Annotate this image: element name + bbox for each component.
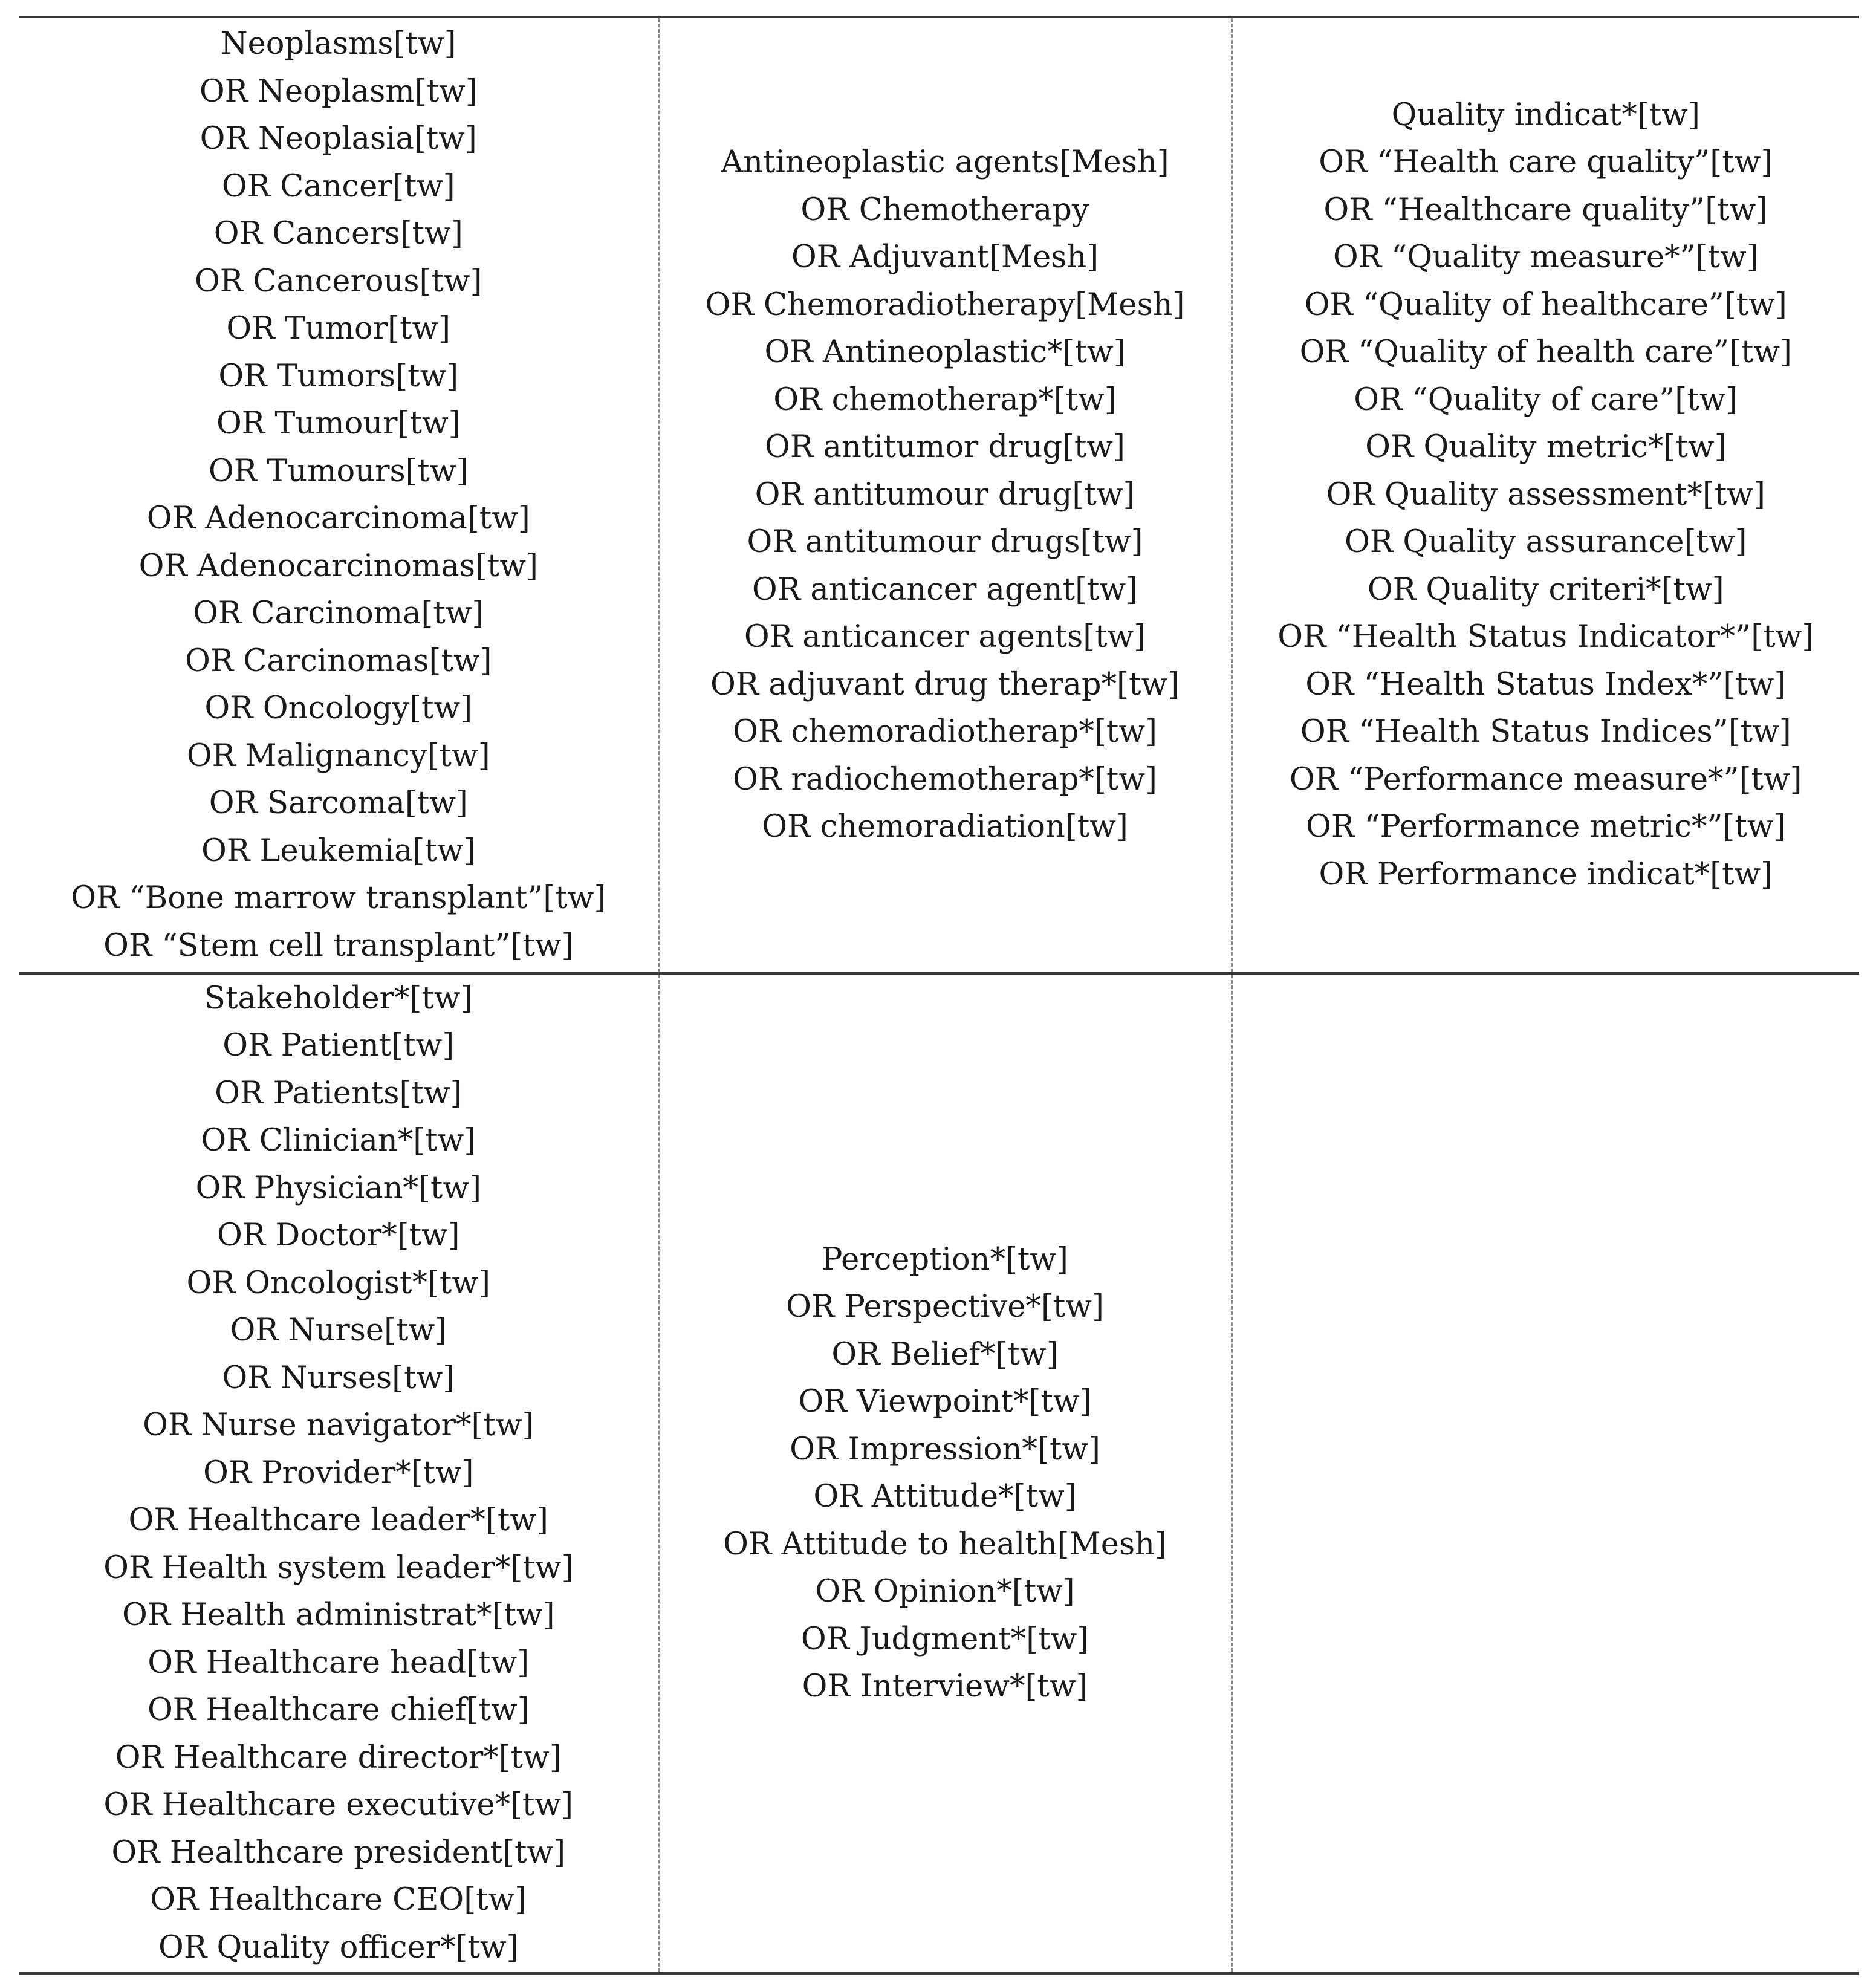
search-term: OR Cancers[tw]	[213, 216, 463, 252]
search-term: OR Attitude*[tw]	[813, 1479, 1077, 1514]
search-term: OR Nurse[tw]	[230, 1313, 447, 1349]
search-term: OR adjuvant drug therap*[tw]	[710, 666, 1180, 703]
table-row-1	[19, 17, 1859, 973]
cancer-term-list	[31, 21, 646, 970]
search-term: OR Tumors[tw]	[218, 358, 459, 394]
cell-stakeholder-terms	[19, 973, 658, 1973]
search-term: OR Oncology[tw]	[204, 690, 473, 726]
search-term: OR Nurse navigator*[tw]	[143, 1407, 534, 1444]
search-term: OR Healthcare director*[tw]	[115, 1739, 562, 1776]
search-term: OR “Health Status Index*”[tw]	[1305, 666, 1787, 703]
search-term: OR Antineoplastic*[tw]	[764, 334, 1126, 371]
search-term: OR Neoplasm[tw]	[199, 73, 478, 109]
search-term: OR antitumour drug[tw]	[755, 476, 1135, 513]
search-term: OR Attitude to health[Mesh]	[723, 1526, 1167, 1562]
search-term: OR “Stem cell transplant”[tw]	[103, 927, 574, 964]
search-term: OR Judgment*[tw]	[800, 1621, 1089, 1657]
search-term: OR “Quality measure*”[tw]	[1332, 239, 1759, 276]
cell-empty	[1232, 973, 1859, 1973]
search-term: OR Impression*[tw]	[790, 1431, 1100, 1467]
search-term: OR Quality criteri*[tw]	[1367, 571, 1724, 608]
search-term: Stakeholder*[tw]	[204, 980, 473, 1016]
search-term: OR Carcinoma[tw]	[193, 596, 484, 631]
search-term: OR Healthcare chief[tw]	[147, 1692, 530, 1728]
search-term: OR Malignancy[tw]	[186, 738, 490, 774]
search-term: OR Tumor[tw]	[226, 311, 451, 346]
search-strategy-table	[19, 16, 1859, 1975]
search-term: Quality indicat*[tw]	[1391, 97, 1700, 133]
search-term: OR Patient[tw]	[222, 1028, 455, 1064]
cell-chemotherapy-terms	[658, 17, 1232, 973]
chemotherapy-term-list	[672, 139, 1219, 851]
search-term: OR Cancer[tw]	[221, 168, 455, 204]
search-term: OR Interview*[tw]	[802, 1669, 1088, 1704]
search-term: OR Quality metric*[tw]	[1365, 429, 1727, 466]
cell-cancer-terms	[19, 17, 658, 973]
search-term: OR “Performance measure*”[tw]	[1289, 761, 1802, 797]
search-term: OR Adenocarcinoma[tw]	[146, 501, 530, 536]
search-term: OR Oncologist*[tw]	[186, 1265, 490, 1301]
quality-indicator-term-list	[1245, 92, 1848, 899]
search-term: Antineoplastic agents[Mesh]	[721, 144, 1169, 181]
search-term: OR Adenocarcinomas[tw]	[138, 548, 538, 584]
search-term: OR Quality officer*[tw]	[158, 1929, 519, 1965]
search-term: OR “Performance metric*”[tw]	[1306, 809, 1786, 845]
search-term: OR “Health Status Indicator*”[tw]	[1277, 619, 1814, 655]
search-term: OR “Quality of care”[tw]	[1354, 381, 1738, 418]
search-term: OR Opinion*[tw]	[815, 1574, 1075, 1609]
cell-quality-indicator-terms	[1232, 17, 1859, 973]
search-term: OR Tumour[tw]	[216, 406, 461, 441]
search-term: OR Chemotherapy	[800, 192, 1089, 228]
search-term: Perception*[tw]	[822, 1241, 1068, 1277]
search-term: OR “Quality of health care”[tw]	[1299, 334, 1792, 371]
search-term: OR Viewpoint*[tw]	[798, 1384, 1092, 1420]
search-term: OR radiochemotherap*[tw]	[733, 761, 1157, 797]
search-term: OR antitumour drugs[tw]	[747, 524, 1143, 560]
search-term: OR Physician*[tw]	[195, 1170, 481, 1206]
perception-term-list	[672, 1236, 1219, 1711]
search-term: OR Perspective*[tw]	[786, 1289, 1104, 1325]
search-term: OR Healthcare CEO[tw]	[150, 1882, 527, 1918]
search-term: OR Carcinomas[tw]	[184, 643, 492, 679]
search-term: OR Clinician*[tw]	[201, 1123, 476, 1159]
search-term: OR “Healthcare quality”[tw]	[1323, 192, 1768, 228]
search-term: OR anticancer agents[tw]	[744, 619, 1146, 655]
search-term: OR Performance indicat*[tw]	[1319, 856, 1773, 892]
search-term: OR chemoradiotherap*[tw]	[733, 714, 1157, 750]
cell-perception-terms	[658, 973, 1232, 1973]
search-term: OR Cancerous[tw]	[195, 263, 482, 299]
search-term: OR Leukemia[tw]	[201, 832, 476, 869]
search-term: OR chemoradiation[tw]	[762, 809, 1128, 845]
table-row-2	[19, 973, 1859, 1973]
search-term: OR Nurses[tw]	[222, 1360, 455, 1396]
search-term: OR Healthcare president[tw]	[111, 1834, 566, 1871]
search-term: OR chemotherap*[tw]	[773, 381, 1117, 418]
search-term: OR anticancer agent[tw]	[751, 571, 1138, 608]
search-term: OR Tumours[tw]	[208, 453, 469, 489]
search-term: OR Healthcare executive*[tw]	[103, 1787, 574, 1823]
search-term: OR Chemoradiotherapy[Mesh]	[705, 287, 1185, 323]
search-term: OR Neoplasia[tw]	[200, 121, 477, 157]
search-term: OR Belief*[tw]	[831, 1336, 1059, 1372]
search-term: OR “Quality of healthcare”[tw]	[1304, 287, 1787, 323]
search-term: OR “Bone marrow transplant”[tw]	[71, 880, 606, 916]
stakeholder-term-list	[31, 975, 646, 1972]
search-term: OR Health administrat*[tw]	[122, 1597, 555, 1634]
search-term: OR Adjuvant[Mesh]	[791, 239, 1099, 276]
search-term: OR Health system leader*[tw]	[103, 1550, 574, 1586]
search-term: OR Sarcoma[tw]	[209, 785, 468, 821]
search-term: OR Healthcare head[tw]	[148, 1644, 530, 1681]
search-term: OR “Health Status Indices”[tw]	[1300, 714, 1791, 750]
search-term: Neoplasms[tw]	[220, 26, 456, 62]
search-term: OR Provider*[tw]	[203, 1455, 474, 1491]
search-term: OR Doctor*[tw]	[216, 1218, 460, 1254]
search-term: OR Quality assessment*[tw]	[1326, 476, 1765, 513]
search-term: OR “Health care quality”[tw]	[1319, 144, 1773, 181]
search-term: OR antitumor drug[tw]	[765, 429, 1125, 466]
search-term: OR Patients[tw]	[215, 1075, 463, 1111]
search-term: OR Quality assurance[tw]	[1344, 524, 1747, 560]
search-term: OR Healthcare leader*[tw]	[128, 1502, 548, 1539]
